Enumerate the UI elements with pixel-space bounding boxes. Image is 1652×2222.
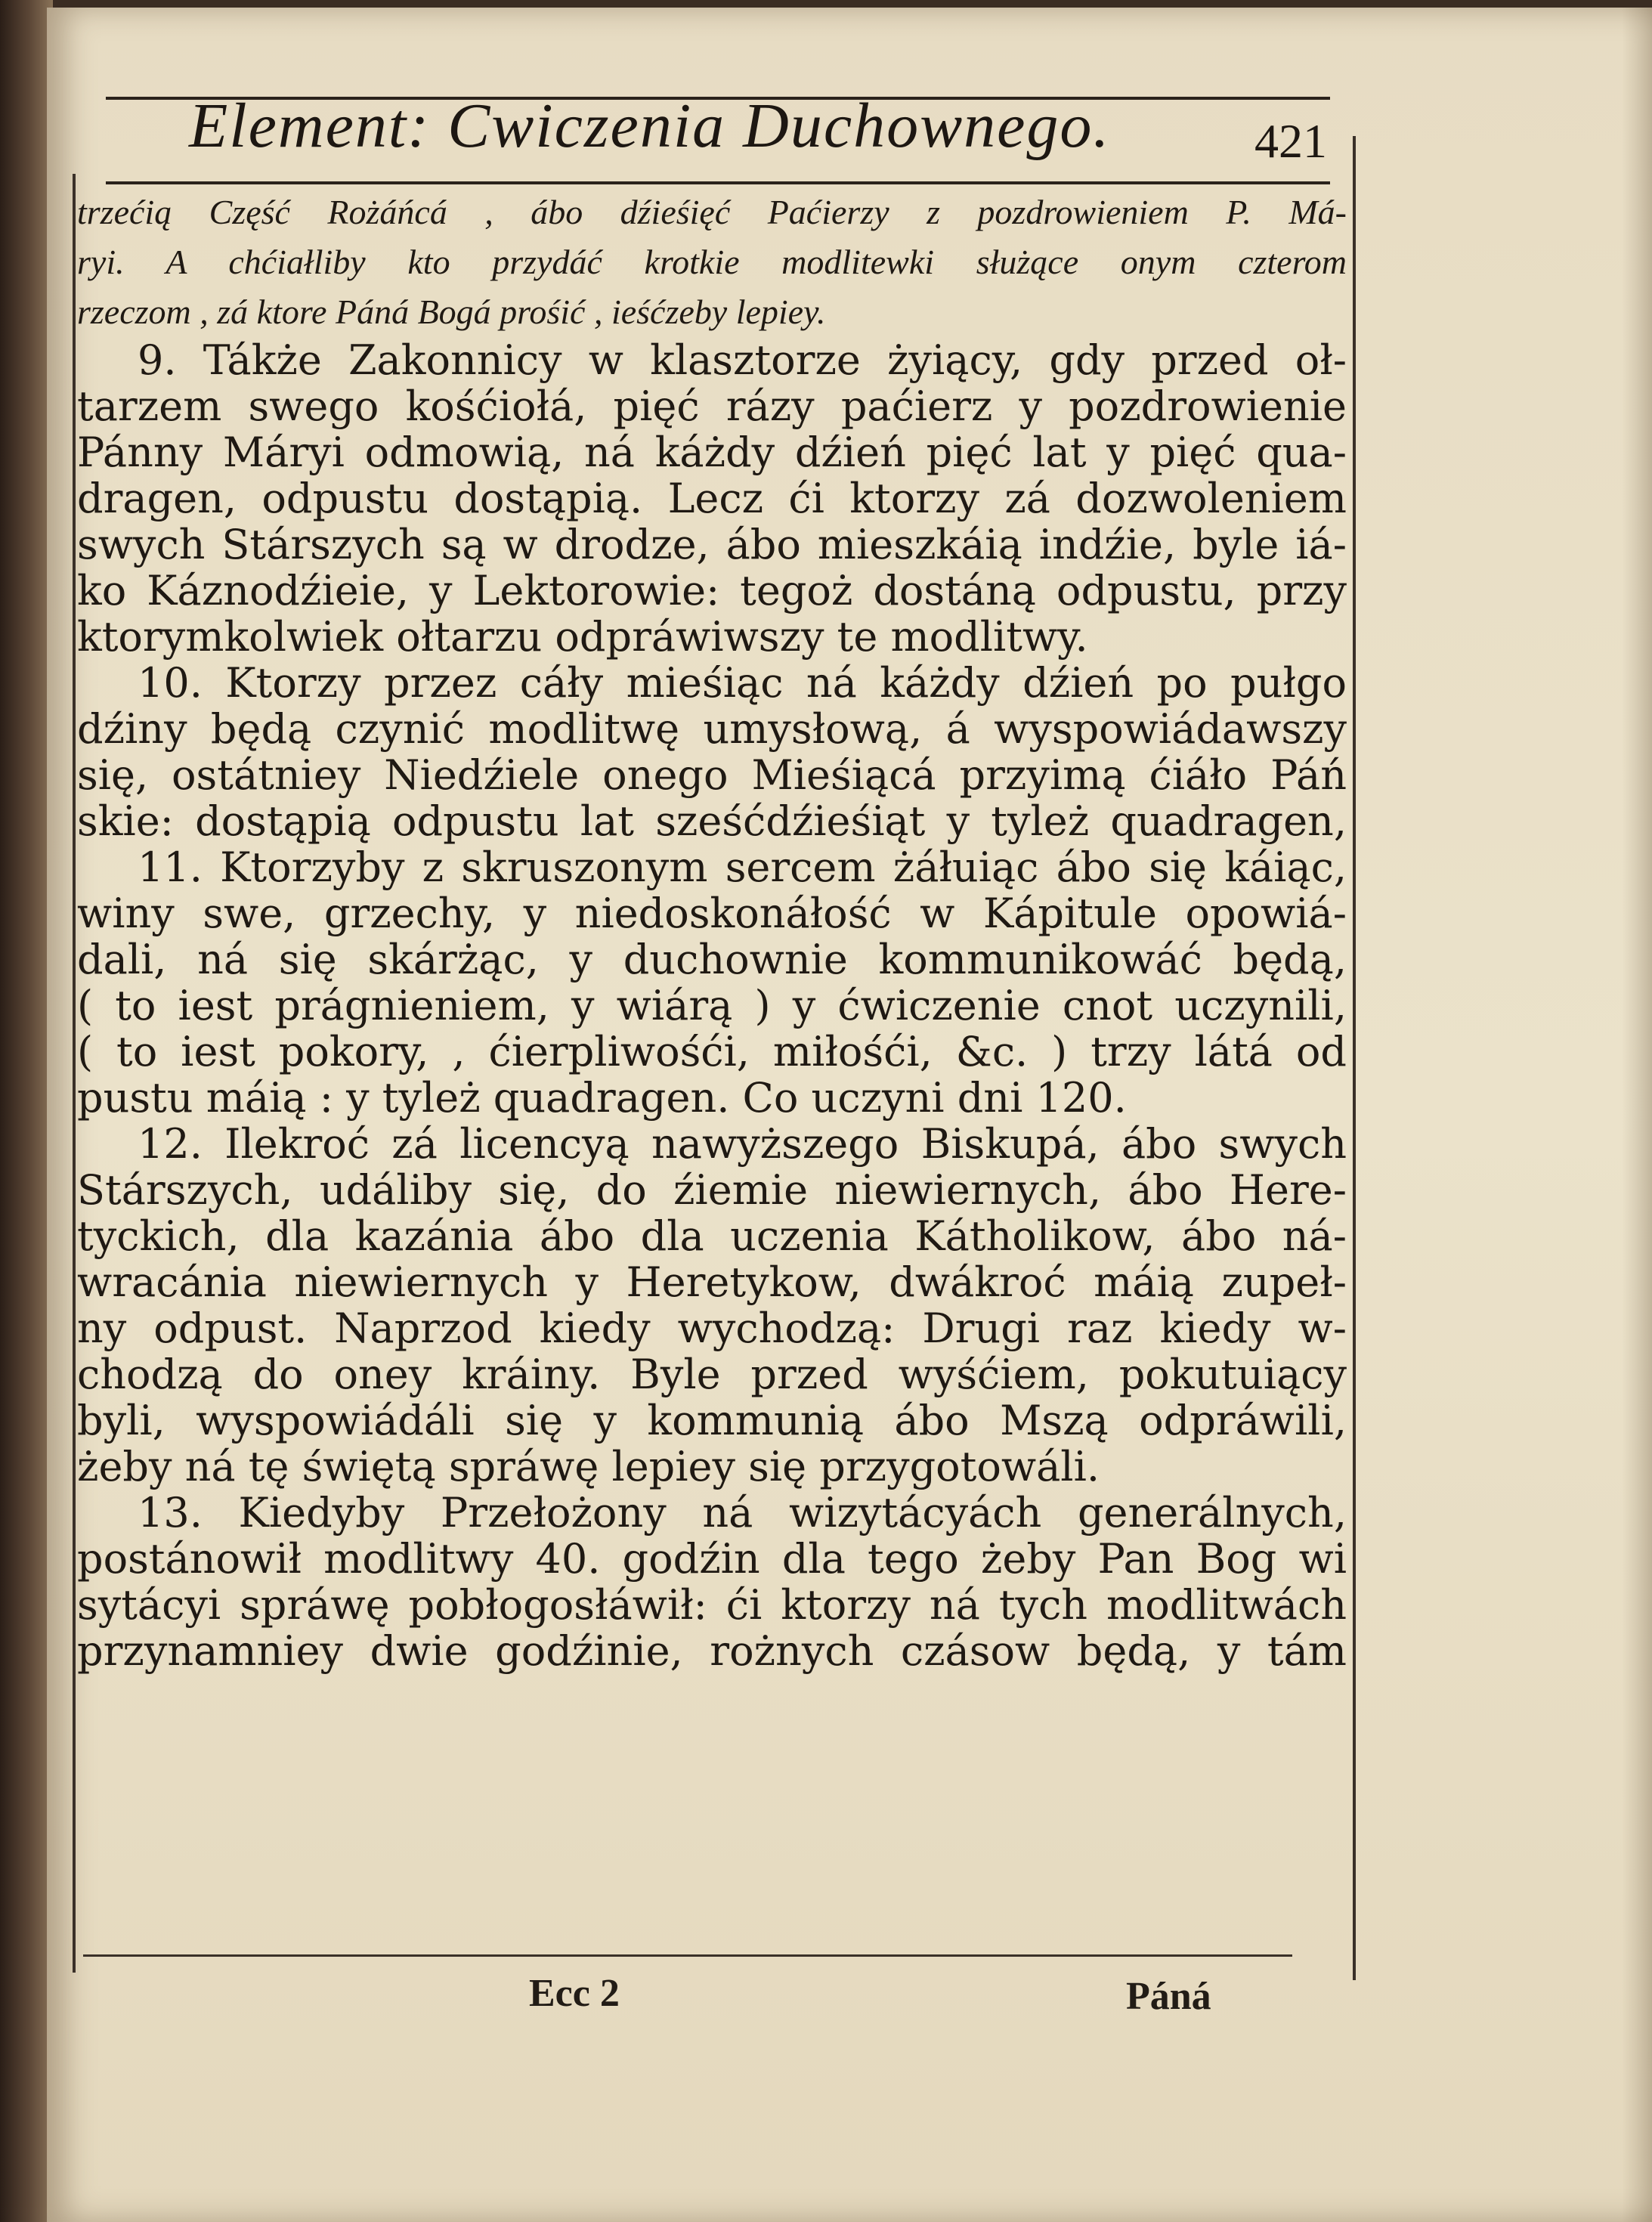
text-line: tarzem swego kośćiołá, pięć rázy paćierz y pozdrowienie <box>77 383 1347 429</box>
frame-left-rule <box>73 174 76 1973</box>
text-line: się, ostátniey Niedźiele onego Mieśiącá przyimą ćiáło Páń <box>77 752 1347 798</box>
catchword: Páná <box>1126 1975 1211 2018</box>
text-line: żeby ná tę świętą spráwę lepiey się przygotowáli. <box>77 1444 1100 1490</box>
text-line: tyckich, dla kazánia ábo dla uczenia Kátholikow, ábo ná- <box>77 1213 1347 1259</box>
text-line: ( to iest pokory, , ćierpliwośći, miłośći, &c. ) trzy látá od <box>77 1029 1347 1075</box>
text-line: ryi. A chćiałliby kto przydáć krotkie modlitewki służące onym czterom <box>77 243 1347 281</box>
text-line: Stárszych, událiby się, do źiemie niewiernych, ábo Here- <box>77 1167 1347 1213</box>
text-line: 13. Kiedyby Przełożony ná wizytácyách generálnych, <box>138 1490 1347 1536</box>
text-line: swych Stárszych są w drodze, ábo mieszkáią indźie, byle iá- <box>77 521 1347 568</box>
text-line: rzeczom , zá ktore Páná Bogá prośić , ieśćzeby lepiey. <box>77 292 826 331</box>
signature-mark: Ecc 2 <box>529 1972 620 2015</box>
footer-rule <box>83 1954 1292 1957</box>
text-line: ktorymkolwiek ołtarzu odpráwiwszy te modlitwy. <box>77 614 1088 660</box>
text-line: postánowił modlitwy 40. godźin dla tego żeby Pan Bog wi <box>77 1536 1347 1582</box>
text-line: Pánny Máryi odmowią, ná káżdy dźień pięć lat y pięć qua- <box>77 429 1347 475</box>
text-line: 12. Ilekroć zá licencyą nawyższego Biskupá, ábo swych <box>138 1121 1347 1167</box>
text-line: przynamniey dwie godźinie, rożnych czásow będą, y tám <box>77 1628 1347 1674</box>
text-line: dźiny będą czynić modlitwę umysłową, á wyspowiádawszy <box>77 706 1347 752</box>
text-line: 9. Tákże Zakonnicy w klasztorze żyiący, gdy przed oł- <box>138 337 1347 383</box>
text-line: wracánia niewiernych y Heretykow, dwákroć máią zupeł- <box>77 1259 1347 1305</box>
text-line: 10. Ktorzy przez cáły mieśiąc ná káżdy dźień po pułgo <box>138 660 1347 706</box>
text-line: ko Káznodźieie, y Lektorowie: tegoż dostáną odpustu, przy <box>77 568 1347 614</box>
header-bottom-rule <box>106 181 1330 184</box>
body-text <box>77 187 1347 1674</box>
text-line: trzećią Część Rożáńcá , ábo dźieśięć Paćierzy z pozdrowieniem P. Má- <box>77 193 1347 231</box>
text-line: ( to iest prágnieniem, y wiárą ) y ćwiczenie cnot uczynili, <box>77 983 1347 1029</box>
frame-right-rule <box>1353 136 1356 1980</box>
text-line: 11. Ktorzyby z skruszonym sercem żáłuiąc ábo się káiąc, <box>138 844 1347 890</box>
text-line: dragen, odpustu dostąpią. Lecz ći ktorzy zá dozwoleniem <box>77 475 1347 521</box>
running-title: Element: Cwiczenia Duchownego. <box>189 91 1111 161</box>
text-line: byli, wyspowiádáli się y kommunią ábo Mszą odpráwili, <box>77 1397 1347 1444</box>
text-line: dali, ná się skárżąc, y duchownie kommunikowáć będą, <box>77 936 1347 983</box>
text-line: winy swe, grzechy, y niedoskonáłość w Kápitule opowiá- <box>77 890 1347 936</box>
page-number: 421 <box>1254 114 1327 168</box>
book-binding-gutter <box>0 0 53 2222</box>
text-line: sytácyi spráwę pobłogosłáwił: ći ktorzy ná tych modlitwách <box>77 1582 1347 1628</box>
page-edge-shadow <box>1622 8 1652 2222</box>
text-line: ny odpust. Naprzod kiedy wychodzą: Drugi raz kiedy w- <box>77 1305 1347 1351</box>
text-line: chodzą do oney kráiny. Byle przed wyśćiem, pokutuiący <box>77 1351 1347 1397</box>
text-line: pustu máią : y tyleż quadragen. Co uczyni dni 120. <box>77 1075 1127 1121</box>
text-line: skie: dostąpią odpustu lat sześćdźieśiąt y tyleż quadragen, <box>77 798 1347 844</box>
